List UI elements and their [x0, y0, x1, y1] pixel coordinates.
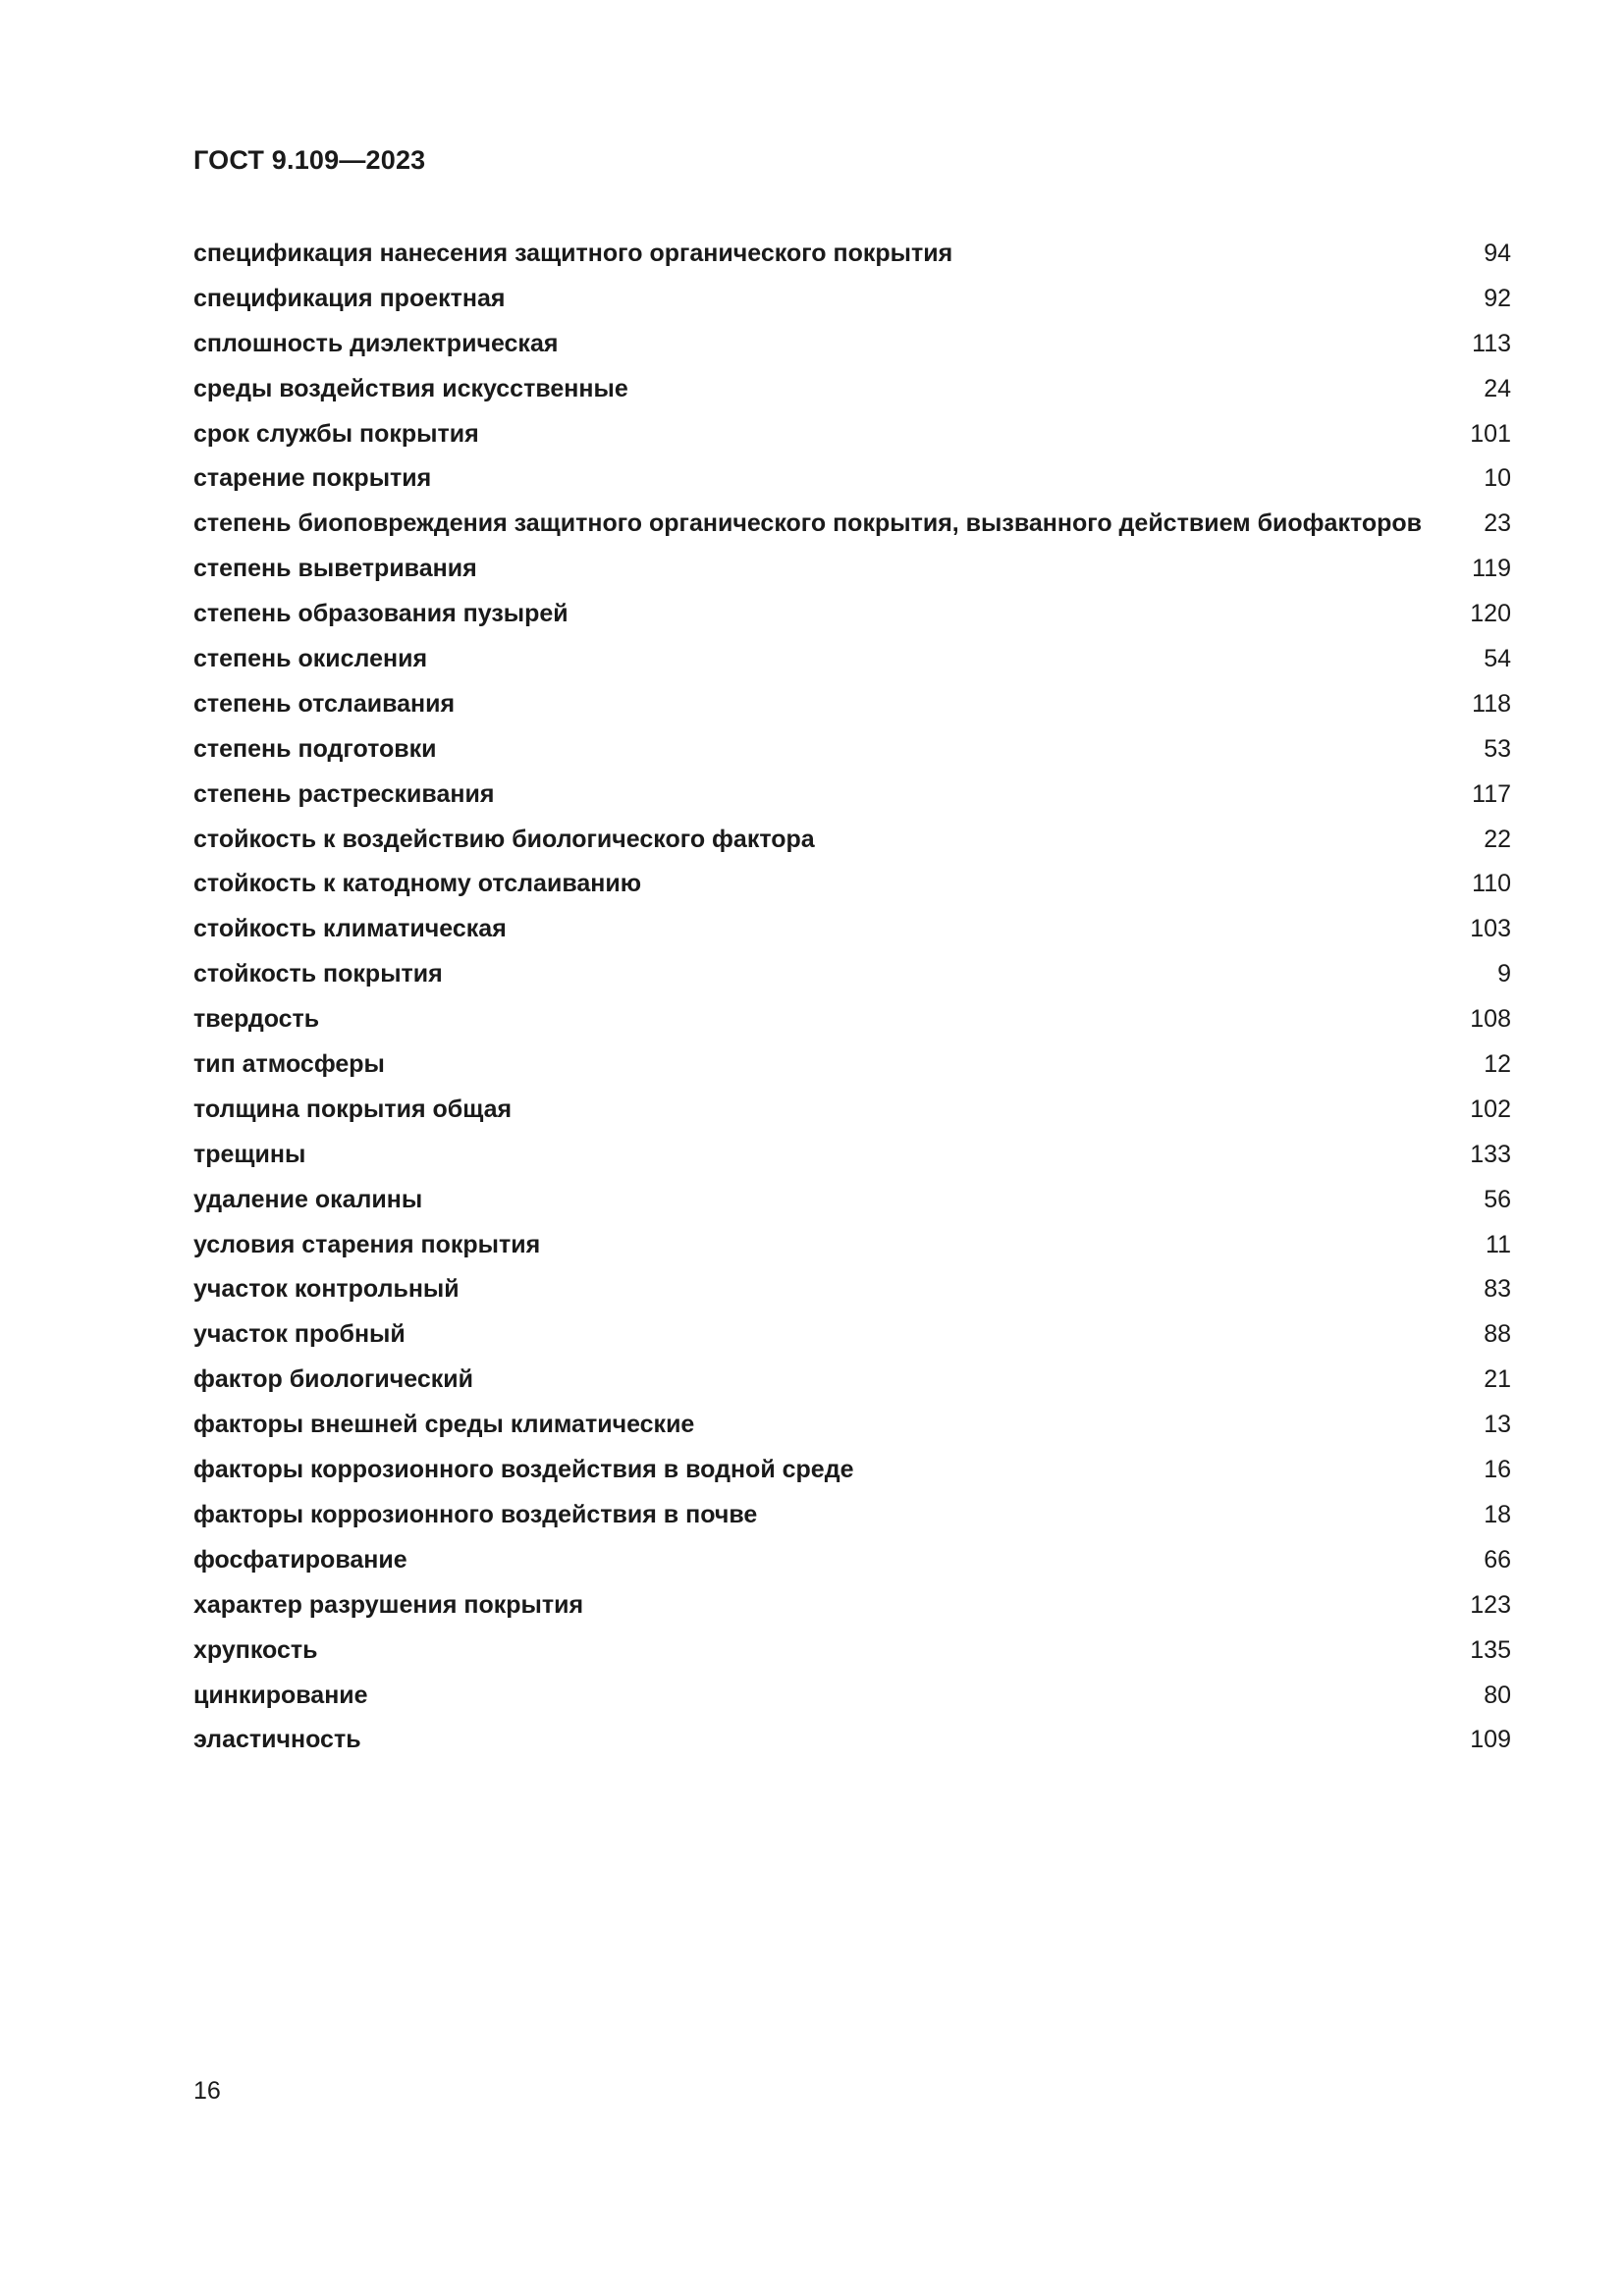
index-ref: 117	[1472, 779, 1511, 808]
index-term: стойкость к катодному отслаиванию	[193, 870, 642, 898]
index-term: цинкирование	[193, 1681, 368, 1709]
index-entry	[193, 637, 1511, 682]
index-term: условия старения покрытия	[193, 1230, 541, 1258]
index-ref: 135	[1470, 1635, 1511, 1664]
index-entry	[193, 592, 1511, 637]
index-entry	[193, 1674, 1511, 1719]
index-ref: 110	[1472, 870, 1511, 898]
index-entry	[193, 1358, 1511, 1403]
index-ref: 12	[1484, 1050, 1511, 1079]
index-term: степень окисления	[193, 645, 428, 673]
index-term: степень отслаивания	[193, 689, 456, 718]
index-ref: 119	[1472, 555, 1511, 583]
index-term: стойкость покрытия	[193, 960, 443, 988]
index-term: степень растрескивания	[193, 779, 495, 808]
index-term: стойкость к воздействию биологического фактора	[193, 825, 815, 853]
index-entry	[193, 1583, 1511, 1629]
index-term: фактор биологический	[193, 1365, 473, 1394]
index-ref: 22	[1484, 825, 1511, 853]
index-ref: 113	[1472, 329, 1511, 357]
index-ref: 102	[1470, 1095, 1511, 1123]
index-ref: 21	[1484, 1365, 1511, 1394]
index-term: удаление окалины	[193, 1185, 423, 1213]
index-entry	[193, 818, 1511, 863]
index-ref: 94	[1484, 240, 1511, 267]
index-ref: 9	[1497, 960, 1511, 988]
index-ref: 23	[1484, 509, 1511, 538]
index-entry	[193, 997, 1511, 1042]
index-ref: 118	[1472, 689, 1511, 718]
index-ref: 120	[1470, 600, 1511, 628]
index-ref: 83	[1484, 1275, 1511, 1304]
index-entry	[193, 1629, 1511, 1674]
index-ref: 80	[1484, 1681, 1511, 1709]
index-term: срок службы покрытия	[193, 419, 479, 448]
index-term: степень выветривания	[193, 555, 477, 583]
index-term: старение покрытия	[193, 464, 432, 493]
index-ref: 103	[1470, 915, 1511, 943]
index-term: среды воздействия искусственные	[193, 374, 628, 402]
index-entry	[193, 412, 1511, 457]
index-ref: 10	[1484, 464, 1511, 493]
index-term: твердость	[193, 1005, 320, 1034]
index-entry	[193, 952, 1511, 997]
index-term: трещины	[193, 1140, 306, 1168]
index-entry	[193, 547, 1511, 592]
index-ref: 56	[1484, 1185, 1511, 1213]
index-term: эластичность	[193, 1726, 361, 1754]
index-entry	[193, 367, 1511, 412]
index-entry	[193, 907, 1511, 952]
index-entry	[193, 682, 1511, 727]
index-entry	[193, 1718, 1511, 1763]
index-ref: 54	[1484, 645, 1511, 673]
index-term: факторы коррозионного воздействия в почве	[193, 1500, 758, 1528]
index-ref: 133	[1470, 1140, 1511, 1168]
index-ref: 88	[1484, 1320, 1511, 1349]
index-entry	[193, 456, 1511, 502]
index-term: хрупкость	[193, 1635, 318, 1664]
index-entry	[193, 1133, 1511, 1178]
index-term: факторы внешней среды климатические	[193, 1411, 695, 1439]
index-entry	[193, 502, 1511, 547]
index-ref: 108	[1470, 1005, 1511, 1034]
index-ref: 66	[1484, 1545, 1511, 1574]
index-term: сплошность диэлектрическая	[193, 329, 559, 357]
index-entry	[193, 277, 1511, 322]
index-entry	[193, 1088, 1511, 1133]
index-term: степень биоповреждения защитного органического покрытия, вызванного действием биофакторов	[193, 509, 1423, 538]
document-header: ГОСТ 9.109—2023	[193, 145, 426, 175]
index-entry	[193, 232, 1511, 277]
index-term: характер разрушения покрытия	[193, 1590, 584, 1619]
alphabetical-index	[193, 232, 1511, 1763]
index-term: участок пробный	[193, 1320, 406, 1349]
page-number: 16	[193, 2077, 221, 2105]
index-entry	[193, 1403, 1511, 1448]
index-term: толщина покрытия общая	[193, 1095, 513, 1123]
index-entry	[193, 1493, 1511, 1538]
index-entry	[193, 1312, 1511, 1358]
index-ref: 16	[1484, 1456, 1511, 1484]
index-term: спецификация проектная	[193, 284, 506, 312]
index-ref: 24	[1484, 374, 1511, 402]
index-entry	[193, 1538, 1511, 1583]
index-ref: 13	[1484, 1411, 1511, 1439]
index-term: фосфатирование	[193, 1545, 407, 1574]
index-ref: 92	[1484, 284, 1511, 312]
index-entry	[193, 862, 1511, 907]
index-entry	[193, 1267, 1511, 1312]
index-term: факторы коррозионного воздействия в водной среде	[193, 1456, 854, 1484]
index-term: спецификация нанесения защитного органического покрытия	[193, 240, 953, 267]
index-entry	[193, 322, 1511, 367]
index-entry	[193, 727, 1511, 773]
index-term: тип атмосферы	[193, 1050, 385, 1079]
index-ref: 109	[1470, 1726, 1511, 1754]
index-entry	[193, 1223, 1511, 1268]
index-ref: 18	[1484, 1500, 1511, 1528]
index-term: участок контрольный	[193, 1275, 460, 1304]
index-ref: 101	[1470, 419, 1511, 448]
index-entry	[193, 773, 1511, 818]
index-ref: 11	[1486, 1230, 1511, 1258]
index-term: степень образования пузырей	[193, 600, 568, 628]
index-ref: 123	[1470, 1590, 1511, 1619]
index-entry	[193, 1042, 1511, 1088]
index-entry	[193, 1448, 1511, 1493]
index-term: стойкость климатическая	[193, 915, 507, 943]
index-ref: 53	[1484, 734, 1511, 763]
index-term: степень подготовки	[193, 734, 437, 763]
index-entry	[193, 1178, 1511, 1223]
